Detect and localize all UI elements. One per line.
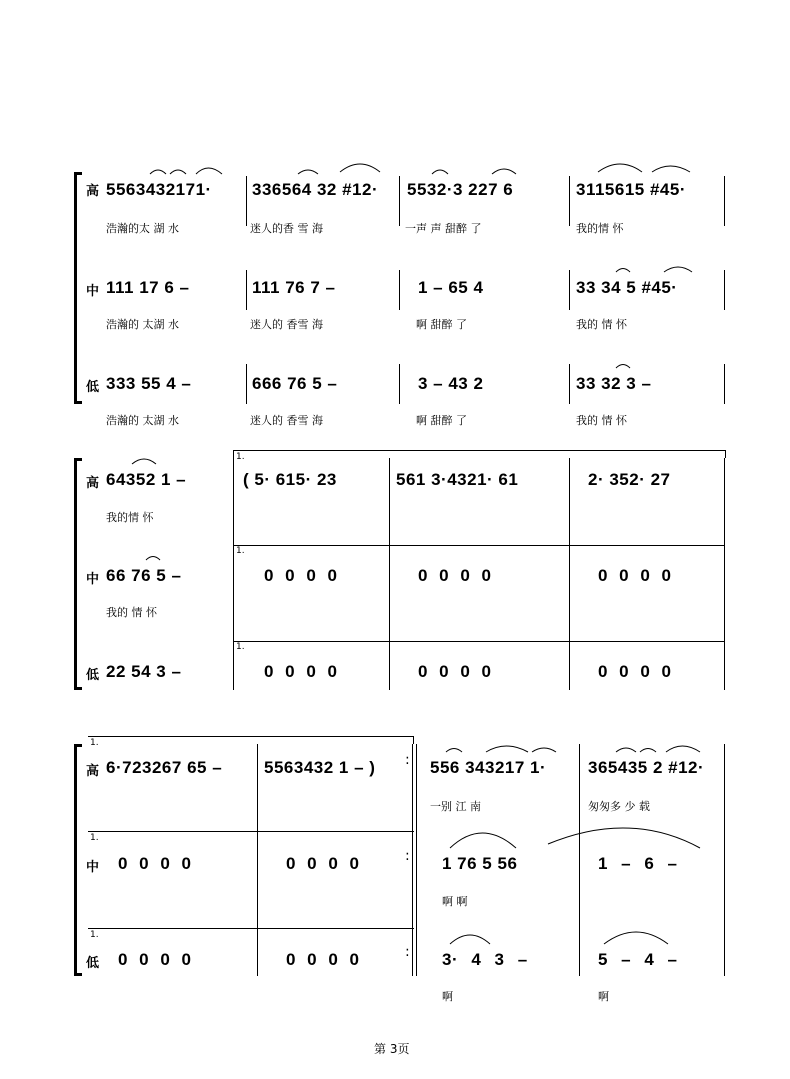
notes-measure: 33 32 3 – [576,374,652,393]
page-number: 第 3页 [374,1042,410,1056]
lyric-line: 啊 甜醉 了 [416,318,467,331]
voice-label-soprano: 高 [86,476,100,491]
notes-measure: 561 3·4321· 61 [396,470,519,489]
notes-measure: 333 55 4 – [106,374,192,393]
slur [598,164,642,172]
notes-measure: 1 76 5 56 [442,854,518,873]
slur [196,168,222,174]
slur [616,365,630,369]
voice-label-alto: 中 [86,572,100,587]
slur [150,170,166,174]
rest-measure: 0 0 0 0 [264,662,338,681]
notes-measure: 66 76 5 – [106,566,182,585]
repeat-dots: : [405,848,410,864]
lyric-line: 啊 [598,990,609,1003]
lyric-line: 我的 情 怀 [576,318,627,331]
slur [432,170,448,174]
voice-label-alto: 中 [86,860,100,875]
slur [664,267,692,272]
notes-measure: 365435 2 #12· [588,758,705,777]
voice-label-soprano: 高 [86,764,100,779]
lyric-line: 迷人的香 雪 海 [250,222,323,235]
lyric-line: 我的 情 怀 [576,414,627,427]
slur [532,748,556,752]
notes-measure: 111 17 6 – [106,278,190,297]
lyric-line: 啊 啊 [442,895,468,908]
volta-label: 1. [90,738,99,748]
repeat-dots: : [405,944,410,960]
slur [616,748,636,752]
voice-label-bass: 低 [86,668,100,683]
rest-measure: 0 0 0 0 [118,854,192,873]
rest-measure: 0 0 0 0 [286,950,360,969]
lyric-line: 一别 江 南 [430,800,481,813]
volta-label: 1. [236,642,245,652]
slur [616,269,630,273]
lyric-line: 我的情 怀 [106,511,154,524]
rest-measure: 0 0 0 0 [286,854,360,873]
notes-measure: 336564 32 #12· [252,180,379,199]
notes-measure: 3115615 #45· [576,180,686,199]
notes-measure: 64352 1 – [106,470,187,489]
volta-label: 1. [236,546,245,556]
notes-measure: 5 – 4 – [598,950,678,969]
slur [492,169,516,174]
rest-measure: 0 0 0 0 [598,662,672,681]
lyric-line: 浩瀚的 太湖 水 [106,414,179,427]
notes-measure: 22 54 3 – [106,662,182,681]
volta-label: 1. [90,930,99,940]
slur [640,749,656,753]
notes-measure: 5563432 1 – ) [264,758,376,777]
voice-label-alto: 中 [86,284,100,299]
notes-measure: 3 – 43 2 [418,374,484,393]
rest-measure: 0 0 0 0 [264,566,338,585]
lyric-line: 啊 [442,990,453,1003]
voice-label-bass: 低 [86,956,100,971]
rest-measure: 0 0 0 0 [418,566,492,585]
slur [604,932,668,944]
rest-measure: 0 0 0 0 [598,566,672,585]
notes-measure: 5532·3 227 6 [407,180,514,199]
notes-measure: 5563432171· [106,180,212,199]
rest-measure: 0 0 0 0 [118,950,192,969]
repeat-dots: : [405,752,410,768]
slur [446,749,462,753]
voice-label-bass: 低 [86,380,100,395]
voice-label-soprano: 高 [86,184,100,199]
slur [486,746,528,752]
notes-measure: 666 76 5 – [252,374,338,393]
notes-measure: 3· 4 3 – [442,950,528,969]
rest-measure: 0 0 0 0 [418,662,492,681]
notes-measure: ( 5· 615· 23 [243,470,337,489]
notes-measure: 6·723267 65 – [106,758,223,777]
lyric-line: 我的 情 怀 [106,606,157,619]
slur [666,746,700,752]
slur [652,166,690,172]
notes-measure: 2· 352· 27 [588,470,671,489]
lyric-line: 一声 声 甜醉 了 [405,222,482,235]
slur [450,833,516,848]
lyric-line: 迷人的 香雪 海 [250,414,323,427]
notes-measure: 556 343217 1· [430,758,547,777]
notes-measure: 111 76 7 – [252,278,336,297]
slur [450,935,490,944]
notes-measure: 1 – 6 – [598,854,678,873]
lyric-line: 匆匆多 少 载 [588,800,650,813]
slur [170,170,186,174]
volta-label: 1. [236,452,245,462]
lyric-line: 我的情 怀 [576,222,624,235]
slur [146,557,160,561]
lyric-line: 啊 甜醉 了 [416,414,467,427]
lyric-line: 浩瀚的 太湖 水 [106,318,179,331]
slur [298,170,318,174]
slur [340,164,380,172]
notes-measure: 1 – 65 4 [418,278,484,297]
slur [132,459,156,464]
notes-measure: 33 34 5 #45· [576,278,678,297]
lyric-line: 迷人的 香雪 海 [250,318,323,331]
slur [548,828,700,848]
lyric-line: 浩瀚的太 湖 水 [106,222,179,235]
volta-label: 1. [90,833,99,843]
